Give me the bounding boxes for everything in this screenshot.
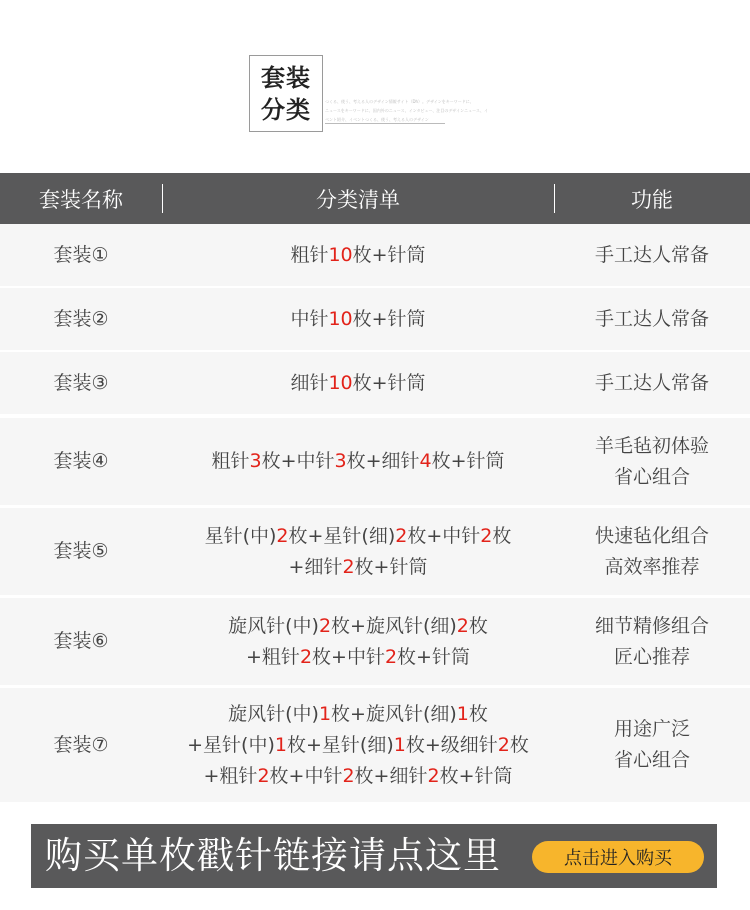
item-text: 枚: [492, 524, 512, 547]
function-line: 羊毛毡初体验: [594, 434, 709, 457]
function-line: 细节精修组合: [594, 614, 709, 637]
function-line: 用途广泛: [613, 718, 690, 740]
set-name: 套装⑦: [53, 733, 109, 756]
item-text: 粗针: [290, 243, 329, 266]
item-text: 枚+细针: [354, 764, 428, 787]
item-text: 枚+针筒: [352, 243, 426, 266]
item-quantity: 3: [249, 450, 262, 472]
item-quantity: 2: [342, 764, 355, 787]
item-text: 枚+星针(细): [288, 524, 396, 547]
item-text: 中针: [290, 307, 329, 330]
table-row: [0, 224, 750, 286]
set-item-list: [162, 598, 554, 685]
item-text: 枚+旋风针(细): [331, 702, 457, 725]
set-function: [554, 688, 750, 802]
item-quantity: 2: [299, 645, 313, 668]
set-function: [554, 288, 750, 350]
item-text: 枚+旋风针(细): [331, 614, 457, 637]
item-list-line: [289, 552, 428, 583]
category-title-line1: 套装: [261, 63, 311, 92]
item-quantity: 1: [456, 702, 469, 725]
item-list-line: [246, 642, 470, 673]
decorative-text-line: ニュースをキーワードに、国内外のニュース、インタビュー、注目のデザインニュース、イ: [325, 108, 489, 113]
item-text: 枚+中针: [312, 645, 385, 668]
set-function: [554, 598, 750, 685]
item-text: 枚: [468, 702, 488, 725]
item-text: 旋风针(中): [228, 702, 319, 725]
item-quantity: 2: [276, 524, 289, 547]
set-item-list: [162, 418, 554, 505]
item-text: 旋风针(中): [228, 614, 319, 637]
item-text: 枚+针筒: [354, 555, 428, 578]
item-quantity: 2: [257, 764, 270, 787]
set-function: [554, 352, 750, 414]
decorative-text-block: [325, 97, 525, 124]
table-row: [0, 288, 750, 350]
set-name: 套装⑤: [53, 540, 109, 562]
function-line: 省心组合: [613, 465, 690, 488]
item-list-line: [290, 304, 425, 335]
item-text: 枚+中针: [269, 764, 343, 787]
set-item-list: [162, 224, 554, 286]
item-text: +细针: [288, 555, 343, 578]
function-line: 高效率推荐: [604, 555, 700, 578]
enter-purchase-button[interactable]: 点击进入购买: [532, 841, 704, 873]
header-function: 功能: [631, 187, 673, 212]
item-list-line: [290, 240, 425, 271]
header-item-list: 分类清单: [316, 187, 400, 212]
item-quantity: 1: [318, 702, 332, 725]
function-line: 手工达人常备: [594, 371, 709, 394]
item-quantity: 2: [480, 524, 493, 547]
item-text: 枚+中针: [261, 450, 335, 472]
item-quantity: 4: [419, 450, 432, 472]
item-text: 枚+针筒: [439, 764, 513, 787]
header-set-name: 套装名称: [39, 187, 123, 212]
item-text: 枚: [468, 614, 488, 637]
item-list-line: [228, 699, 488, 730]
item-quantity: 2: [318, 614, 332, 637]
category-title-box: [249, 55, 323, 132]
set-item-list: [162, 288, 554, 350]
item-text: +星针(中): [187, 733, 275, 756]
item-quantity: 2: [395, 524, 408, 547]
item-text: 枚+级细针: [405, 733, 498, 756]
table-row: [0, 598, 750, 685]
item-text: 枚+针筒: [352, 371, 426, 394]
item-text: +粗针: [246, 645, 300, 668]
item-text: 粗针: [211, 450, 250, 472]
buy-banner-text: 购买单枚戳针链接请点这里: [45, 834, 501, 877]
item-quantity: 1: [393, 733, 406, 756]
item-text: 枚+针筒: [352, 307, 426, 330]
table-row: [0, 508, 750, 595]
decorative-text-line: つくる、使う、考える人のデザイン情報サイト（Dh）。デザインをキーワードに、: [325, 99, 474, 104]
item-quantity: 10: [328, 371, 353, 394]
function-line: 快速毡化组合: [594, 524, 709, 547]
function-line: 手工达人常备: [594, 307, 709, 330]
decorative-divider: [325, 123, 445, 124]
set-function: [554, 418, 750, 505]
set-function: [554, 508, 750, 595]
set-item-list: [162, 508, 554, 595]
item-quantity: 2: [497, 733, 510, 756]
function-line: 省心组合: [613, 749, 690, 771]
item-text: 细针: [290, 371, 329, 394]
item-quantity: 2: [384, 645, 398, 668]
item-list-line: [187, 730, 529, 761]
function-line: 手工达人常备: [594, 243, 709, 266]
item-list-line: [290, 368, 425, 399]
set-name: 套装④: [53, 450, 109, 472]
function-line: 匠心推荐: [613, 645, 690, 668]
set-item-list: [162, 688, 554, 802]
set-name: 套装①: [53, 243, 109, 266]
item-list-line: [204, 761, 513, 792]
decorative-text-line: ベント紹介、イベントつくる、使う、考える人のデザイン: [325, 117, 429, 122]
item-quantity: 2: [342, 555, 355, 578]
item-quantity: 10: [328, 307, 353, 330]
set-name: 套装②: [53, 307, 109, 330]
set-item-list: [162, 352, 554, 414]
item-list-line: [211, 446, 504, 477]
table-row: [0, 352, 750, 414]
category-title-line2: 分类: [261, 95, 311, 124]
item-text: 枚+中针: [407, 524, 481, 547]
buy-single-needle-banner[interactable]: [31, 824, 717, 888]
item-text: 星针(中): [204, 524, 277, 547]
item-text: 枚: [509, 733, 529, 756]
item-quantity: 2: [456, 614, 469, 637]
item-list-line: [228, 611, 488, 642]
item-text: 枚+星针(细): [286, 733, 394, 756]
item-text: 枚+针筒: [397, 645, 470, 668]
item-quantity: 1: [274, 733, 287, 756]
table-row: [0, 688, 750, 802]
set-function: [554, 224, 750, 286]
table-header: [0, 173, 750, 224]
set-name: 套装③: [53, 371, 109, 394]
item-text: +粗针: [203, 764, 258, 787]
item-quantity: 3: [334, 450, 347, 472]
item-text: 枚+细针: [346, 450, 420, 472]
item-quantity: 2: [427, 764, 440, 787]
item-text: 枚+针筒: [431, 450, 505, 472]
item-quantity: 10: [328, 243, 353, 266]
set-name: 套装⑥: [53, 630, 109, 652]
item-list-line: [205, 521, 512, 552]
table-row: [0, 418, 750, 505]
